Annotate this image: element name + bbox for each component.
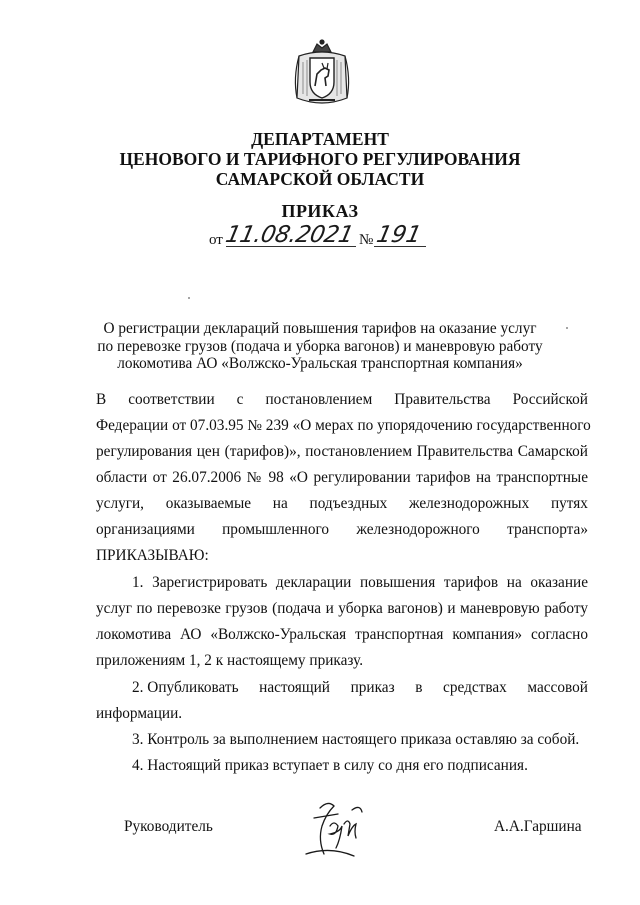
department-title-line-3: САМАРСКОЙ ОБЛАСТИ — [215, 169, 425, 189]
department-title-line-2: ЦЕНОВОГО И ТАРИФНОГО РЕГУЛИРОВАНИЯ — [119, 149, 521, 169]
word: приказ — [350, 679, 395, 696]
scan-speck — [566, 327, 568, 329]
number-underline — [374, 246, 426, 247]
signatory-name: А.А.Гаршина — [494, 818, 582, 835]
item-1-line-4: приложениям 1, 2 к настоящему приказу. — [96, 652, 364, 669]
subject-line: О регистрации деклараций повышения тарифов на оказание услуг — [103, 320, 537, 337]
order-date-number-line — [196, 222, 456, 252]
order-title: ПРИКАЗ — [281, 201, 359, 221]
word: настоящий — [259, 679, 330, 696]
word: Российской — [512, 391, 588, 408]
item-1-line-1: 1. Зарегистрировать декларации повышения тарифов на оказание — [132, 574, 588, 591]
signature-block — [0, 808, 640, 868]
subject-line: по перевозке грузов (подача и уборка вагонов) и маневровую работу — [97, 337, 543, 355]
order-item-3 — [96, 727, 588, 753]
item-2-line-2: информации. — [96, 705, 183, 722]
preamble-line-2: Федерации от 07.03.95 № 239 «О мерах по упорядочению государственного — [96, 417, 591, 434]
item-1-line-3: локомотива АО «Волжско-Уральская транспортная компания» согласно — [96, 626, 588, 643]
preamble-line-3: регулирования цен (тарифов)», постановлением Правительства Самарской — [96, 443, 588, 460]
department-title-line-1: ДЕПАРТАМЕНТ — [251, 129, 389, 149]
date-underline — [226, 246, 356, 247]
signatory-role: Руководитель — [124, 818, 213, 835]
item-2-row-1 — [96, 675, 588, 701]
word: железнодорожного — [356, 521, 480, 538]
word: организациями — [96, 521, 195, 538]
word: оказываемые — [165, 495, 252, 512]
subject-line: локомотива АО «Волжско-Уральская транспортная компания» — [117, 355, 523, 372]
prikazyvayu-keyword: ПРИКАЗЫВАЮ: — [96, 547, 209, 564]
word: транспорта» — [507, 521, 588, 538]
word: путях — [550, 495, 588, 512]
preamble-row-5 — [96, 491, 588, 517]
word: промышленного — [222, 521, 330, 538]
order-date-handwritten: 11.08.2021 — [223, 222, 356, 248]
word: средствах — [443, 679, 507, 696]
word: В — [96, 391, 107, 408]
order-item-2 — [96, 675, 588, 727]
handwritten-signature — [300, 796, 375, 866]
word: 2. Опубликовать — [132, 679, 239, 696]
order-number-label: № — [359, 232, 374, 248]
word: постановлением — [265, 391, 373, 408]
word: железнодорожных — [408, 495, 530, 512]
word: соответствии — [128, 391, 215, 408]
scan-speck — [188, 297, 190, 299]
order-item-4 — [96, 753, 588, 779]
word: на — [272, 495, 288, 512]
word: в — [415, 679, 423, 696]
order-from-label: от — [209, 232, 223, 248]
order-item-1 — [96, 570, 588, 674]
word: массовой — [527, 679, 588, 696]
word: Правительства — [394, 391, 491, 408]
word: услуги, — [96, 495, 145, 512]
word: с — [236, 391, 244, 408]
item-4-line: 4. Настоящий приказ вступает в силу со дня его подписания. — [132, 757, 528, 774]
order-subject — [80, 320, 560, 373]
preamble-row-6 — [96, 517, 588, 543]
word: подъездных — [309, 495, 388, 512]
preamble-line-4: области от 26.07.2006 № 98 «О регулировании тарифов на транспортные — [96, 469, 588, 486]
coat-of-arms-emblem — [291, 38, 353, 110]
order-number-handwritten: 191 — [374, 222, 424, 248]
preamble-paragraph — [96, 387, 591, 569]
preamble-row-1 — [96, 387, 588, 413]
item-3-line: 3. Контроль за выполнением настоящего приказа оставляю за собой. — [132, 731, 580, 748]
item-1-line-2: услуг по перевозке грузов (подача и уборка вагонов) и маневровую работу — [96, 600, 588, 617]
